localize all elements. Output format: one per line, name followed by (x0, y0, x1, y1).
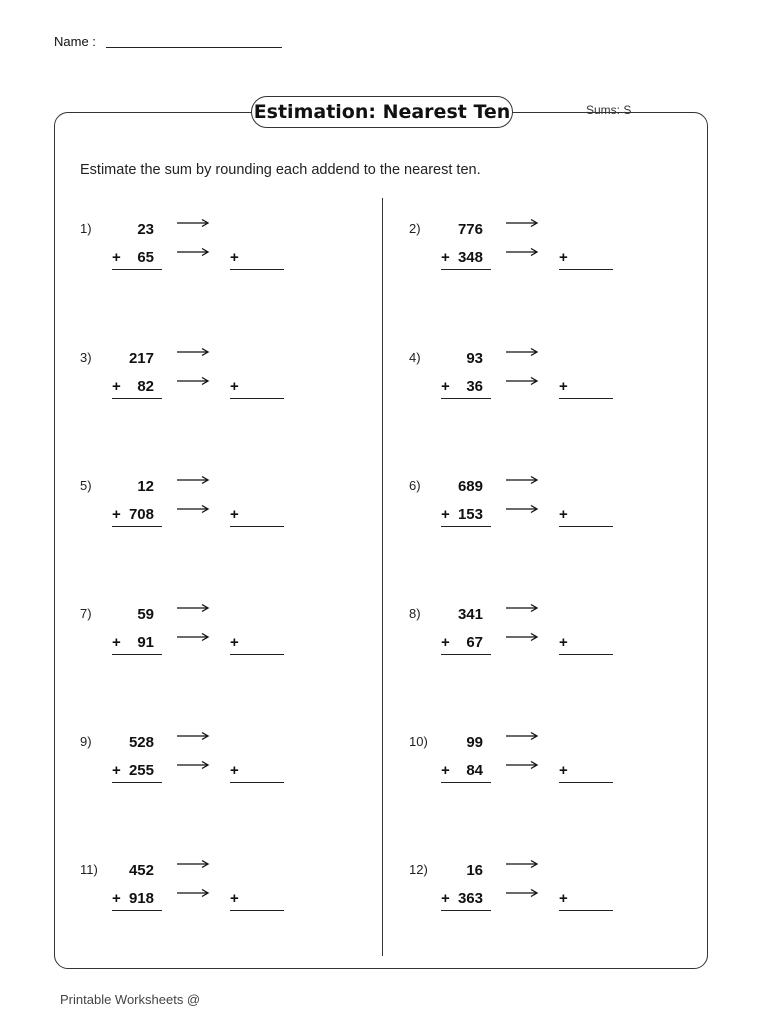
problem-item (409, 215, 669, 305)
arrow-right-icon (176, 501, 210, 511)
estimate-plus-sign: + (230, 762, 239, 779)
addend-bottom: 67 (466, 634, 483, 651)
sum-underline (112, 526, 162, 527)
column-divider (382, 198, 383, 956)
plus-sign: + (441, 249, 450, 266)
sum-underline (441, 269, 491, 270)
plus-sign: + (441, 762, 450, 779)
estimate-plus-sign: + (230, 890, 239, 907)
sum-underline (112, 269, 162, 270)
estimate-answer-line[interactable] (559, 526, 613, 527)
arrow-right-icon (176, 629, 210, 639)
problem-number: 6) (409, 478, 421, 493)
problem-item (80, 472, 340, 562)
sum-underline (441, 654, 491, 655)
name-line[interactable] (106, 47, 282, 48)
arrow-right-icon (505, 728, 539, 738)
addend-bottom: 153 (457, 506, 483, 523)
problem-item (409, 344, 669, 434)
problem-number: 8) (409, 606, 421, 621)
sum-underline (441, 782, 491, 783)
arrow-right-icon (176, 373, 210, 383)
problem-number: 2) (409, 221, 421, 236)
addend-top: 341 (457, 606, 483, 623)
sum-underline (112, 398, 162, 399)
addend-top: 528 (128, 734, 154, 751)
arrow-right-icon (505, 885, 539, 895)
plus-sign: + (441, 378, 450, 395)
addend-top: 93 (466, 350, 483, 367)
plus-sign: + (112, 378, 121, 395)
estimate-answer-line[interactable] (559, 269, 613, 270)
addend-top: 689 (457, 478, 483, 495)
addend-bottom: 84 (466, 762, 483, 779)
estimate-answer-line[interactable] (559, 910, 613, 911)
problem-number: 12) (409, 862, 428, 877)
estimate-plus-sign: + (230, 378, 239, 395)
estimate-answer-line[interactable] (230, 910, 284, 911)
arrow-right-icon (505, 501, 539, 511)
estimate-plus-sign: + (559, 506, 568, 523)
addend-top: 217 (128, 350, 154, 367)
problem-number: 10) (409, 734, 428, 749)
plus-sign: + (112, 634, 121, 651)
arrow-right-icon (505, 629, 539, 639)
problem-item (409, 856, 669, 946)
addend-bottom: 363 (457, 890, 483, 907)
addend-top: 99 (466, 734, 483, 751)
plus-sign: + (441, 890, 450, 907)
estimate-plus-sign: + (230, 506, 239, 523)
problem-item (409, 472, 669, 562)
sum-underline (441, 398, 491, 399)
addend-bottom: 65 (137, 249, 154, 266)
estimate-plus-sign: + (559, 634, 568, 651)
problem-item (80, 215, 340, 305)
estimate-answer-line[interactable] (230, 654, 284, 655)
estimate-plus-sign: + (559, 249, 568, 266)
problem-item (80, 344, 340, 434)
footer-text: Printable Worksheets @ (60, 992, 201, 1007)
arrow-right-icon (176, 728, 210, 738)
problem-number: 5) (80, 478, 92, 493)
arrow-right-icon (505, 757, 539, 767)
sum-underline (112, 782, 162, 783)
addend-top: 452 (128, 862, 154, 879)
problem-number: 9) (80, 734, 92, 749)
sums-label: Sums: S (586, 103, 632, 117)
estimate-answer-line[interactable] (230, 269, 284, 270)
estimate-answer-line[interactable] (230, 398, 284, 399)
estimate-plus-sign: + (230, 249, 239, 266)
worksheet-title: Estimation: Nearest Ten (251, 96, 513, 128)
estimate-answer-line[interactable] (559, 782, 613, 783)
arrow-right-icon (505, 244, 539, 254)
addend-bottom: 255 (128, 762, 154, 779)
instructions: Estimate the sum by rounding each addend to the nearest ten. (80, 162, 481, 178)
addend-bottom: 348 (457, 249, 483, 266)
arrow-right-icon (176, 215, 210, 225)
estimate-answer-line[interactable] (230, 782, 284, 783)
problem-item (80, 728, 340, 818)
problem-number: 1) (80, 221, 92, 236)
arrow-right-icon (176, 757, 210, 767)
arrow-right-icon (176, 885, 210, 895)
estimate-plus-sign: + (559, 378, 568, 395)
plus-sign: + (112, 506, 121, 523)
estimate-plus-sign: + (559, 762, 568, 779)
estimate-answer-line[interactable] (230, 526, 284, 527)
arrow-right-icon (505, 373, 539, 383)
name-label: Name : (54, 34, 96, 49)
arrow-right-icon (176, 856, 210, 866)
arrow-right-icon (176, 600, 210, 610)
problem-number: 7) (80, 606, 92, 621)
problem-item (80, 600, 340, 690)
addend-top: 59 (137, 606, 154, 623)
addend-top: 12 (137, 478, 154, 495)
problem-item (409, 600, 669, 690)
problem-number: 11) (80, 862, 98, 877)
problem-item (80, 856, 340, 946)
arrow-right-icon (505, 856, 539, 866)
estimate-answer-line[interactable] (559, 654, 613, 655)
arrow-right-icon (176, 344, 210, 354)
addend-bottom: 82 (137, 378, 154, 395)
arrow-right-icon (176, 244, 210, 254)
estimate-plus-sign: + (230, 634, 239, 651)
addend-bottom: 91 (137, 634, 154, 651)
sum-underline (441, 526, 491, 527)
estimate-answer-line[interactable] (559, 398, 613, 399)
arrow-right-icon (505, 600, 539, 610)
plus-sign: + (112, 890, 121, 907)
plus-sign: + (112, 762, 121, 779)
arrow-right-icon (505, 472, 539, 482)
plus-sign: + (112, 249, 121, 266)
sum-underline (112, 654, 162, 655)
addend-top: 16 (466, 862, 483, 879)
plus-sign: + (441, 634, 450, 651)
problem-number: 3) (80, 350, 92, 365)
addend-bottom: 708 (128, 506, 154, 523)
sum-underline (441, 910, 491, 911)
arrow-right-icon (176, 472, 210, 482)
addend-bottom: 918 (128, 890, 154, 907)
arrow-right-icon (505, 344, 539, 354)
problem-number: 4) (409, 350, 421, 365)
addend-bottom: 36 (466, 378, 483, 395)
estimate-plus-sign: + (559, 890, 568, 907)
arrow-right-icon (505, 215, 539, 225)
plus-sign: + (441, 506, 450, 523)
addend-top: 23 (137, 221, 154, 238)
problem-item (409, 728, 669, 818)
sum-underline (112, 910, 162, 911)
addend-top: 776 (457, 221, 483, 238)
